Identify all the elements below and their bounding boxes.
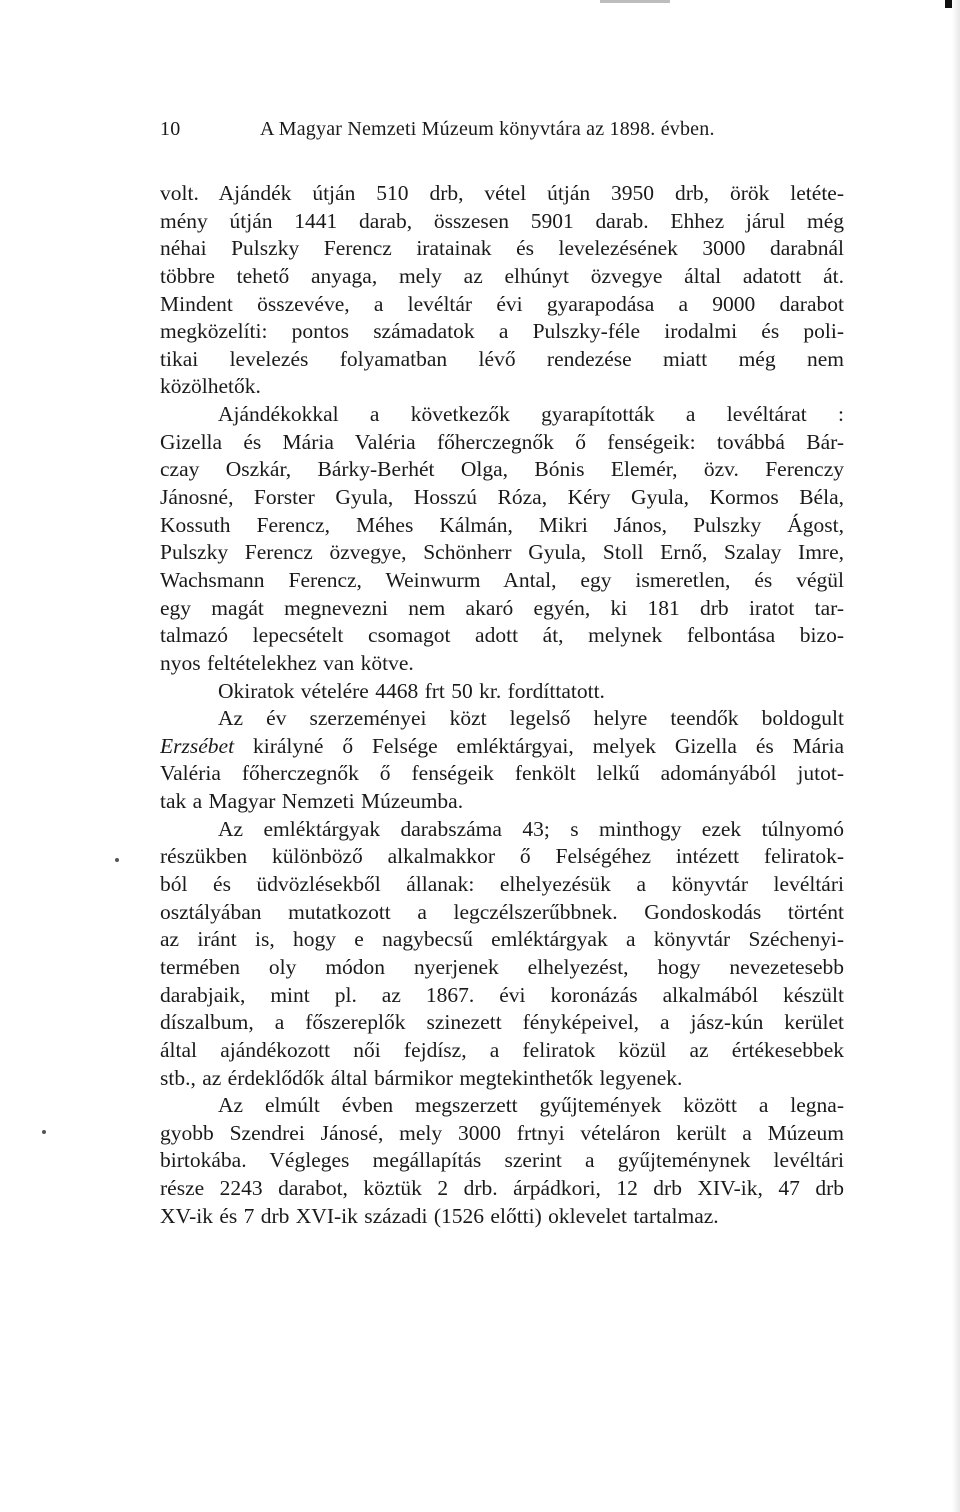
- body-text: [160, 180, 844, 1230]
- text-line: ból és üdvözlésekből állanak: elhelyezésük a könyvtár levéltári: [160, 872, 844, 897]
- text-line: Az emléktárgyak darabszáma 43; s minthogy ezek túlnyomó: [218, 816, 844, 841]
- text-line: Gizella és Mária Valéria főherczegnők ő fenségeik: továbbá Bár-: [160, 429, 844, 454]
- text-line: mény útján 1441 darab, összesen 5901 darab. Ehhez járul még: [160, 208, 844, 233]
- text-line: birtokába. Végleges megállapítás szerint a gyűjteménynek levéltári: [160, 1148, 844, 1173]
- text-line: Okiratok vételére 4468 frt 50 kr. fordíttatott.: [218, 678, 605, 703]
- text-line: Jánosné, Forster Gyula, Hosszú Róza, Kéry Gyula, Kormos Béla,: [160, 485, 844, 510]
- scan-speck: [42, 1130, 46, 1134]
- text-line: Valéria főherczegnők ő fenségeik fenkölt lelkű adományából jutot-: [160, 761, 844, 786]
- text-line: Kossuth Ferencz, Méhes Kálmán, Mikri János, Pulszky Ágost,: [160, 512, 844, 537]
- scan-edge: [952, 0, 960, 1512]
- text-line-with-italic: [160, 733, 844, 761]
- text-line: darabjaik, mint pl. az 1867. évi koronázás alkalmából készült: [160, 982, 844, 1007]
- text-line: közölhetők.: [160, 374, 261, 399]
- page-number: 10: [160, 118, 181, 140]
- text-line: Mindent összevéve, a levéltár évi gyarapodása a 9000 darabot: [160, 291, 844, 316]
- running-head-title: A Magyar Nemzeti Múzeum könyvtára az 1898. évben.: [260, 118, 715, 140]
- text-line: czay Oszkár, Bárky-Berhét Olga, Bónis Elemér, özv. Ferenczy: [160, 457, 844, 482]
- text-line: talmazó lepecsételt csomagot adott át, melynek felbontása bizo-: [160, 623, 844, 648]
- text-line-rest: királyné ő Felsége emléktárgyai, melyek Gizella és Mária: [252, 733, 844, 758]
- text-line: Ajándékokkal a következők gyarapították a levéltárat :: [218, 402, 844, 427]
- text-line: néhai Pulszky Ferencz iratainak és levelezésének 3000 darabnál: [160, 236, 844, 261]
- text-line: nyos feltételekhez van kötve.: [160, 650, 414, 675]
- italic-name: Erzsébet: [160, 733, 235, 758]
- text-line: Az elmúlt évben megszerzett gyűjtemények között a legna-: [218, 1093, 844, 1118]
- text-line: volt. Ajándék útján 510 drb, vétel útján 3950 drb, örök letéte-: [160, 181, 844, 205]
- text-line: gyobb Szendrei Jánosé, mely 3000 frtnyi vételáron került a Múzeum: [160, 1120, 844, 1145]
- text-line: Az év szerzeményei közt legelső helyre teendők boldogult: [218, 706, 844, 731]
- scan-artifact-top: [600, 0, 670, 3]
- text-line: termében oly módon nyerjenek elhelyezést, hogy nevezetesebb: [160, 954, 844, 979]
- book-page: [160, 118, 844, 1230]
- text-line: egy magát megnevezni nem akaró egyén, ki 181 drb iratot tar-: [160, 595, 844, 620]
- text-line: stb., az érdeklődők által bármikor megtekinthetők legyenek.: [160, 1065, 683, 1090]
- running-head: [160, 118, 844, 150]
- text-line: tak a Magyar Nemzeti Múzeumba.: [160, 789, 464, 814]
- scan-speck: [115, 858, 119, 862]
- text-line: része 2243 darabot, köztük 2 drb. árpádkori, 12 drb XIV-ik, 47 drb: [160, 1176, 844, 1201]
- text-line: megközelíti: pontos számadatok a Pulszky-féle irodalmi és poli-: [160, 319, 844, 344]
- text-line: által ajándékozott női fejdísz, a feliratok közül az értékesebbek: [160, 1037, 844, 1062]
- text-line: Pulszky Ferencz özvegye, Schönherr Gyula, Stoll Ernő, Szalay Imre,: [160, 540, 844, 565]
- text-line: részükben különböző alkalmakkor ő Felségéhez intézett feliratok-: [160, 844, 844, 869]
- text-line: XV-ik és 7 drb XVI-ik századi (1526 előtti) oklevelet tartalmaz.: [160, 1203, 719, 1228]
- text-line: Wachsmann Ferencz, Weinwurm Antal, egy ismeretlen, és végül: [160, 567, 844, 592]
- text-line: tikai levelezés folyamatban lévő rendezése miatt még nem: [160, 346, 844, 371]
- text-line: többre tehető anyaga, mely az elhúnyt özvegye által adatott át.: [160, 263, 844, 288]
- text-line: díszalbum, a főszereplők szinezett fényképeivel, a jász-kún kerület: [160, 1010, 844, 1035]
- text-line: az iránt is, hogy e nagybecsű emléktárgyak a könyvtár Széchenyi-: [160, 927, 844, 952]
- text-line: osztályában mutatkozott a legczélszerűbbnek. Gondoskodás történt: [160, 899, 844, 924]
